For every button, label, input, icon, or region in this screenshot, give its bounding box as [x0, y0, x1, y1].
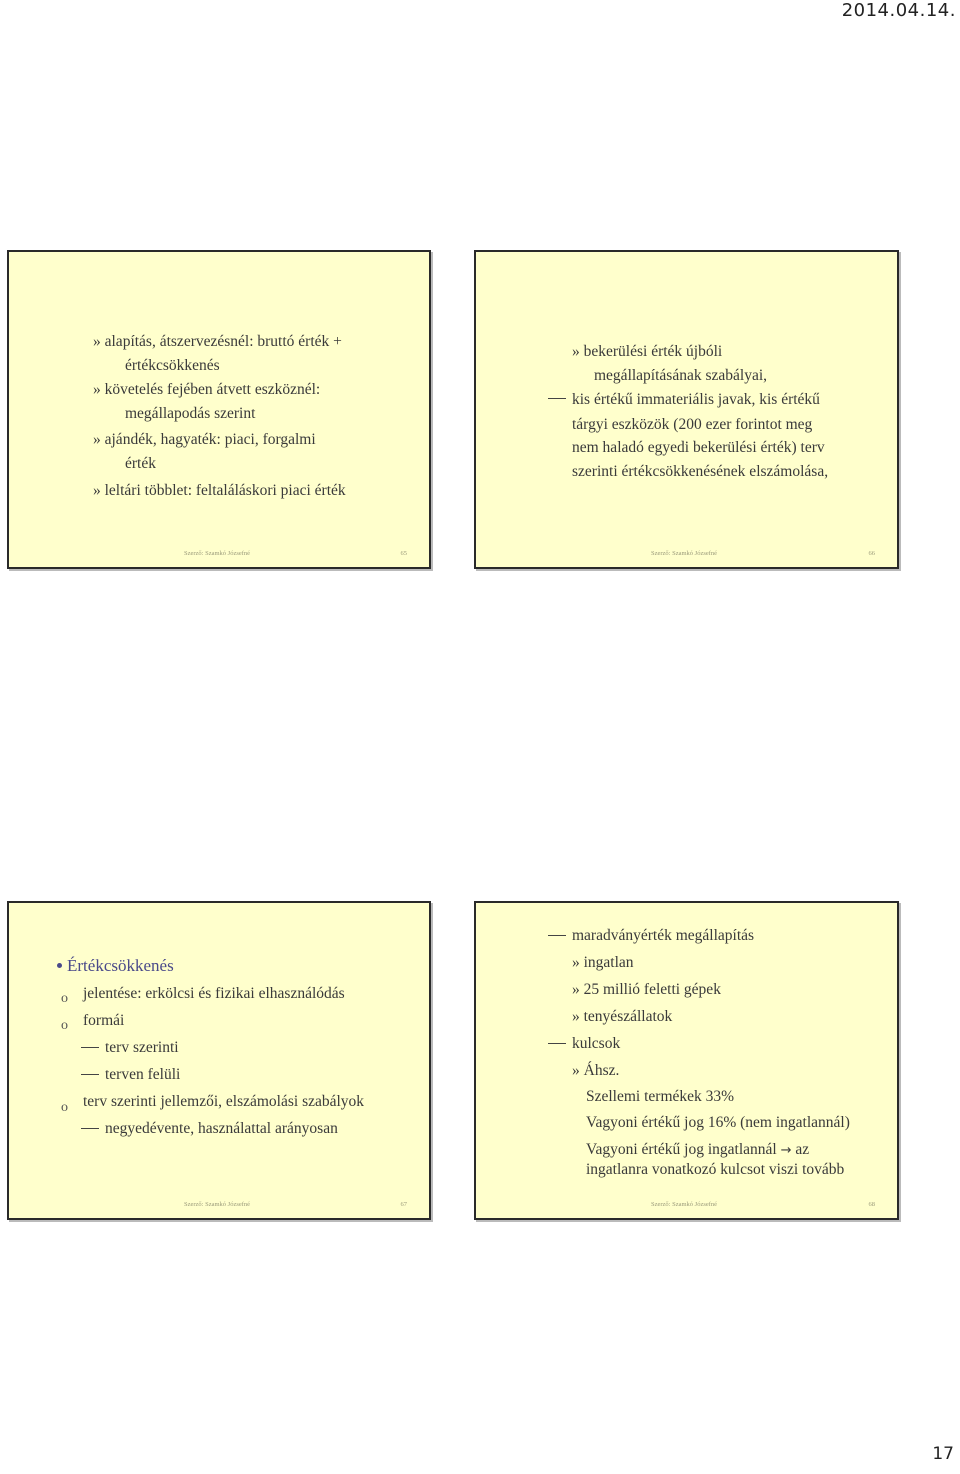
slide-line: megállapodás szerint — [125, 405, 256, 422]
slide-title: Értékcsökkenés — [67, 956, 174, 975]
slide-line: megállapításának szabályai, — [594, 367, 768, 384]
slide-author: Szerző: Szamkó Józsefné — [184, 550, 251, 557]
slide-line: » 25 millió feletti gépek — [572, 981, 721, 998]
slide-line: negyedévente, használattal arányosan — [105, 1120, 338, 1137]
slide-68 — [474, 901, 899, 1220]
slide-line: » tenyészállatok — [572, 1008, 673, 1025]
slide-line: kulcsok — [572, 1035, 621, 1052]
slide-line: tárgyi eszközök (200 ezer forintot meg — [572, 416, 813, 433]
slide-line: » bekerülési érték újbóli — [572, 343, 723, 360]
circle-bullet-icon: o — [61, 1100, 68, 1115]
slide-65 — [7, 250, 431, 569]
slide-line: érték — [125, 455, 156, 472]
circle-bullet-icon: o — [61, 991, 68, 1006]
circle-bullet-icon: o — [61, 1018, 68, 1033]
slide-line: » ajándék, hagyaték: piaci, forgalmi — [93, 431, 316, 448]
page-date: 2014.04.14. — [841, 0, 956, 21]
slide-line: » Áhsz. — [572, 1062, 620, 1079]
slide-line: formái — [83, 1012, 125, 1029]
slide-line: ingatlanra vonatkozó kulcsot viszi tovább — [586, 1161, 845, 1178]
slide-author: Szerző: Szamkó Józsefné — [184, 1201, 251, 1208]
dash-marker — [548, 398, 566, 399]
slide-line: » alapítás, átszervezésnél: bruttó érték + — [93, 333, 342, 350]
slide-line: terven felüli — [105, 1066, 181, 1083]
dash-marker — [81, 1128, 99, 1129]
slide-number: 65 — [400, 550, 407, 557]
slide-67 — [7, 901, 431, 1220]
slide-line: Vagyoni értékű jog 16% (nem ingatlannál) — [586, 1114, 850, 1131]
slide-line: terv szerinti jellemzői, elszámolási szabályok — [83, 1093, 365, 1110]
slide-number: 67 — [400, 1201, 407, 1208]
slide-author: Szerző: Szamkó Józsefné — [651, 550, 718, 557]
slide-number: 68 — [868, 1201, 875, 1208]
slide-line: » leltári többlet: feltaláláskori piaci érték — [93, 482, 346, 499]
slide-line: Vagyoni értékű jog ingatlannál → az — [586, 1141, 810, 1158]
dash-marker — [81, 1074, 99, 1075]
dash-marker — [548, 1043, 566, 1044]
slide-66 — [474, 250, 899, 569]
dash-marker — [548, 935, 566, 936]
bullet-dot-icon — [57, 963, 62, 968]
slide-line: értékcsökkenés — [125, 357, 220, 374]
slide-line: kis értékű immateriális javak, kis értékű — [572, 391, 820, 408]
slide-line: nem haladó egyedi bekerülési érték) terv — [572, 439, 825, 456]
slide-line: maradványérték megállapítás — [572, 927, 755, 944]
slide-line: Szellemi termékek 33% — [586, 1088, 735, 1105]
slide-author: Szerző: Szamkó Józsefné — [651, 1201, 718, 1208]
slide-line: » követelés fejében átvett eszköznél: — [93, 381, 321, 398]
slide-line: » ingatlan — [572, 954, 634, 971]
slide-line: szerinti értékcsökkenésének elszámolása, — [572, 463, 829, 480]
arrow-right-icon: → — [780, 1143, 792, 1158]
slide-line: terv szerinti — [105, 1039, 179, 1056]
dash-marker — [81, 1047, 99, 1048]
slide-number: 66 — [868, 550, 875, 557]
slide-line: jelentése: erkölcsi és fizikai elhasználódás — [83, 985, 345, 1002]
page-number: 17 — [932, 1444, 954, 1464]
